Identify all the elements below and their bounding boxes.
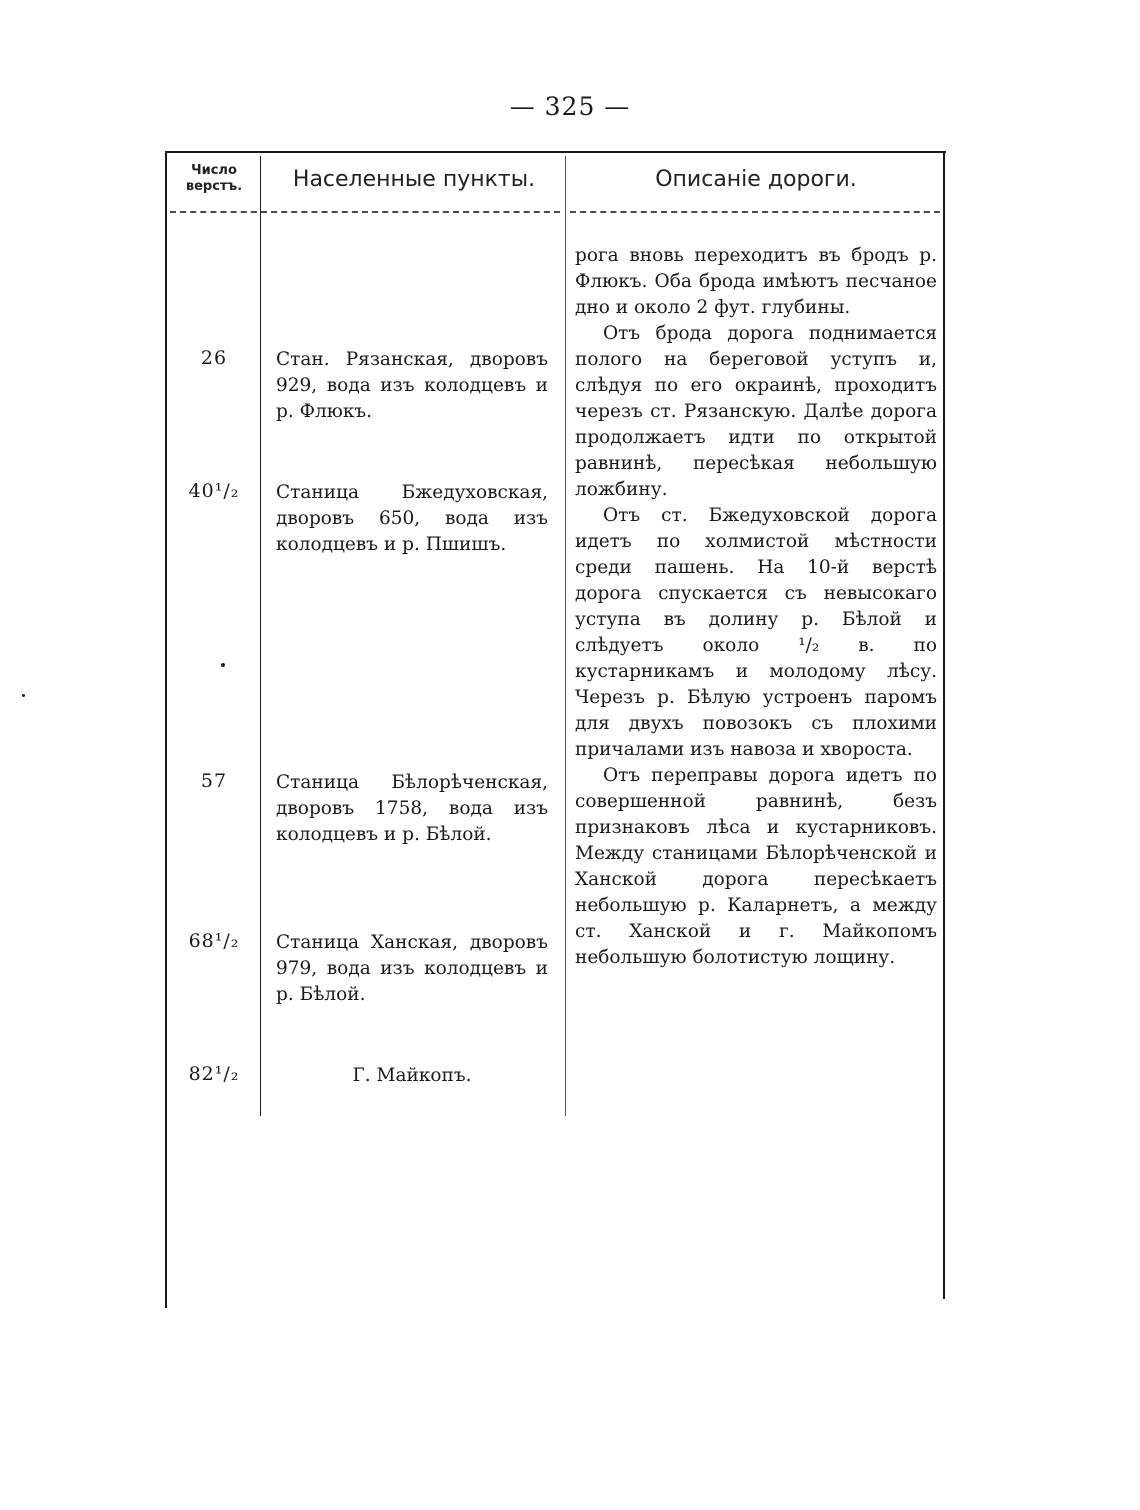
verst-value: 57 [200,770,228,792]
road-description [575,243,937,971]
verst-value: 26 [200,347,228,369]
table-right-border [943,151,945,1299]
verst-value: 82¹/₂ [188,1063,240,1085]
column-divider-verst [260,156,261,1116]
print-speck [22,694,25,697]
table-left-border [165,151,167,1308]
settlement-entry: Стан. Рязанская, дворовъ 929, вода изъ колодцевъ и р. Флюкъ. [276,349,548,422]
settlement-entry: Г. Майкопъ. [352,1065,472,1086]
verst-value: 68¹/₂ [188,930,240,952]
settlement-entry: Станица Бжедуховская, дворовъ 650, вода изъ колодцевъ и р. Пшишъ. [276,482,548,555]
description-paragraph: Отъ ст. Бжедуховской дорога идетъ по холмистой мѣстности среди пашень. На 10-й верстѣ дорога спускается съ невысокаго уступа въ долину р. Бѣлой и слѣдуетъ около ¹/₂ в. по кустарникамъ и молодому лѣсу. Черезъ р. Бѣлую устроенъ паромъ для двухъ повозокъ съ плохими причалами изъ навоза и хвороста. [575,505,937,760]
table-top-rule [166,151,946,153]
header-rule-left [170,211,560,213]
header-road-description: Описаніе дороги. [655,167,857,192]
settlement-entry: Станица Ханская, дворовъ 979, вода изъ колодцевъ и р. Бѣлой. [276,932,548,1005]
description-paragraph: рога вновь переходитъ въ бродъ р. Флюкъ. Оба брода имѣютъ песчаное дно и около 2 фут. глубины. [575,245,937,318]
description-paragraph: Отъ переправы дорога идетъ по совершенной равнинѣ, безъ признаковъ лѣса и кустарниковъ. Между станицами Бѣлорѣченской и Ханской дорога пересѣкаетъ небольшую р. Каларнетъ, а между ст. Ханской и г. Майкопомъ небольшую болотистую лощину. [575,765,937,968]
column-divider-places [565,156,566,1116]
settlement-entry: Станица Бѣлорѣченская, дворовъ 1758, вода изъ колодцевъ и р. Бѣлой. [276,772,548,845]
verst-value: 40¹/₂ [188,480,240,502]
description-paragraph: Отъ брода дорога поднимается полого на береговой уступъ и, слѣдуя по его окраинѣ, проходитъ черезъ ст. Рязанскую. Далѣе дорога продолжаетъ идти по открытой равнинѣ, пересѣкая небольшую ложбину. [575,323,937,500]
header-settlements: Населенные пункты. [292,167,536,192]
header-verst-count: Число верстъ. [185,163,243,194]
header-rule-right [570,211,940,213]
page-number: — 325 — [509,92,631,121]
print-speck [221,663,225,667]
